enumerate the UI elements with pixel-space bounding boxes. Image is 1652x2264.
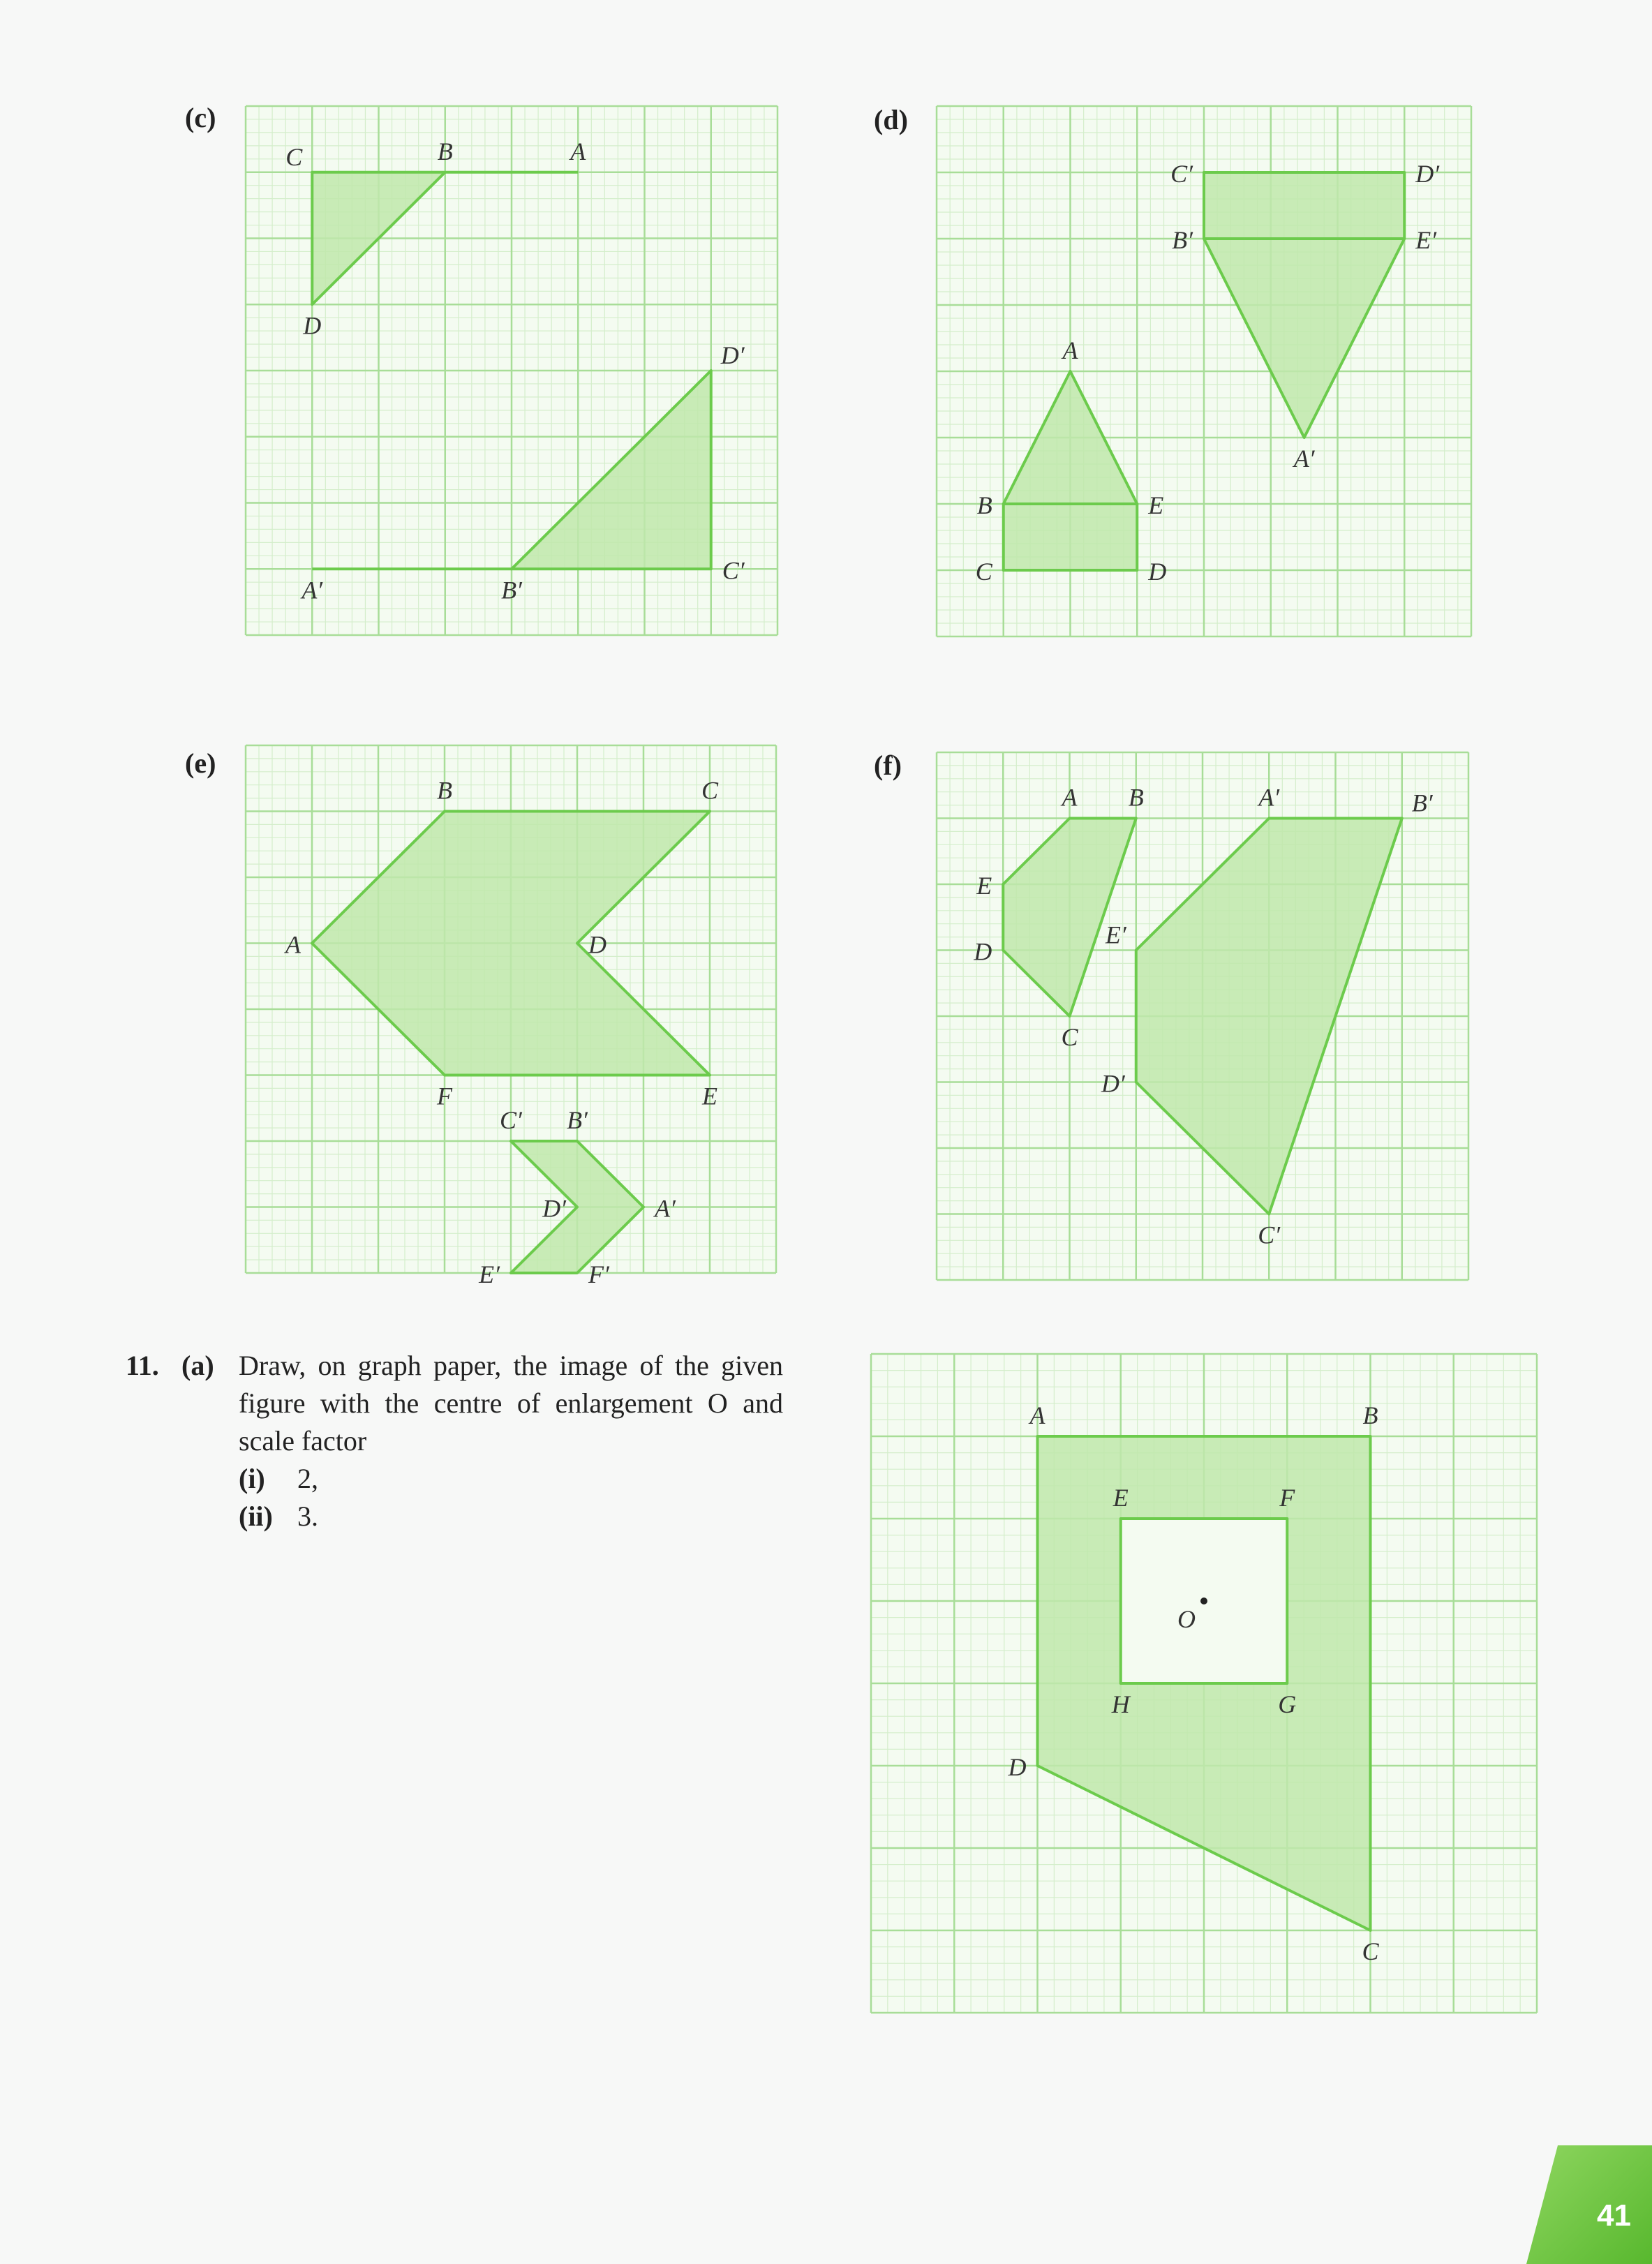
- vertex-label: B: [1128, 783, 1144, 812]
- vertex-label: B′: [567, 1106, 588, 1134]
- subpart-value: 2,: [297, 1463, 318, 1494]
- shape-polygon: [1004, 504, 1138, 570]
- subpart-ii: [239, 1498, 824, 1535]
- vertex-label: A′: [1258, 783, 1280, 812]
- vertex-label: E′: [1415, 226, 1437, 254]
- vertex-label: F′: [588, 1260, 609, 1288]
- vertex-label: C′: [500, 1106, 522, 1134]
- vertex-label: A′: [655, 1194, 676, 1223]
- vertex-label: D: [1008, 1753, 1027, 1781]
- vertex-label: B′: [501, 576, 522, 604]
- vertex-label: A: [570, 137, 586, 165]
- vertex-label: B: [437, 137, 453, 165]
- vertex-label: E: [1148, 491, 1164, 519]
- subpart-label: (ii): [239, 1500, 273, 1532]
- page-number-tab: [1526, 2145, 1652, 2264]
- vertex-label: E′: [479, 1260, 500, 1288]
- vertex-label: A′: [302, 576, 323, 604]
- vertex-label: C: [1362, 1937, 1379, 1965]
- shape-polygon: [1204, 172, 1404, 239]
- vertex-label: D′: [1101, 1069, 1125, 1098]
- vertex-label: C: [701, 776, 719, 805]
- graph-grid-q11: [871, 1354, 1537, 2013]
- vertex-label: A: [1029, 1401, 1045, 1429]
- vertex-label: C′: [1170, 160, 1193, 188]
- vertex-label: C′: [722, 556, 745, 585]
- vertex-label: D: [974, 937, 992, 966]
- vertex-label: B′: [1172, 226, 1193, 254]
- vertex-label: B: [976, 491, 992, 519]
- question-number: 11.: [126, 1350, 159, 1381]
- vertex-label: D′: [1415, 160, 1440, 188]
- panel-label-f: (f): [874, 750, 902, 781]
- vertex-label: E: [702, 1082, 717, 1110]
- panel-label-e: (e): [185, 747, 216, 779]
- vertex-label: C: [975, 558, 992, 586]
- centre-point: [1200, 1598, 1207, 1604]
- question-part: (a): [181, 1350, 214, 1381]
- vertex-label: G: [1278, 1690, 1297, 1718]
- vertex-label: A: [1062, 336, 1078, 364]
- panel-label-c: (c): [185, 102, 216, 133]
- vertex-label: D: [588, 930, 607, 959]
- graph-grid-f: [937, 752, 1468, 1280]
- vertex-label: B: [1362, 1401, 1378, 1429]
- vertex-label: E: [1113, 1484, 1129, 1512]
- vertex-label: A′: [1293, 445, 1315, 472]
- vertex-label: D: [303, 311, 322, 340]
- vertex-label: B: [437, 776, 452, 805]
- subpart-value: 3.: [297, 1500, 318, 1532]
- graph-grid-c: [246, 106, 777, 635]
- page-number: 41: [1597, 2198, 1631, 2233]
- question-11: [126, 1347, 824, 1535]
- vertex-label: E: [976, 872, 992, 900]
- vertex-label: F: [1279, 1484, 1295, 1512]
- vertex-label: A: [1062, 783, 1078, 812]
- vertex-label: B′: [1411, 789, 1433, 817]
- vertex-label: E′: [1105, 921, 1126, 949]
- vertex-label: D′: [720, 341, 745, 369]
- vertex-label: A: [285, 930, 301, 959]
- vertex-label: D: [1148, 558, 1167, 586]
- subpart-i: [239, 1460, 824, 1498]
- vertex-label: C: [285, 142, 303, 171]
- graph-grid-d: [937, 106, 1471, 636]
- question-text: Draw, on graph paper, the image of the given figure with the centre of enlargement O and scale factor: [239, 1350, 783, 1457]
- vertex-label: F: [437, 1082, 452, 1110]
- vertex-label: O: [1177, 1605, 1196, 1633]
- graph-grid-e: [246, 745, 776, 1288]
- panel-label-d: (d): [874, 104, 908, 135]
- vertex-label: C: [1061, 1023, 1078, 1051]
- vertex-label: H: [1111, 1690, 1130, 1718]
- vertex-label: C′: [1258, 1221, 1281, 1249]
- subpart-label: (i): [239, 1463, 265, 1494]
- vertex-label: D′: [542, 1194, 566, 1223]
